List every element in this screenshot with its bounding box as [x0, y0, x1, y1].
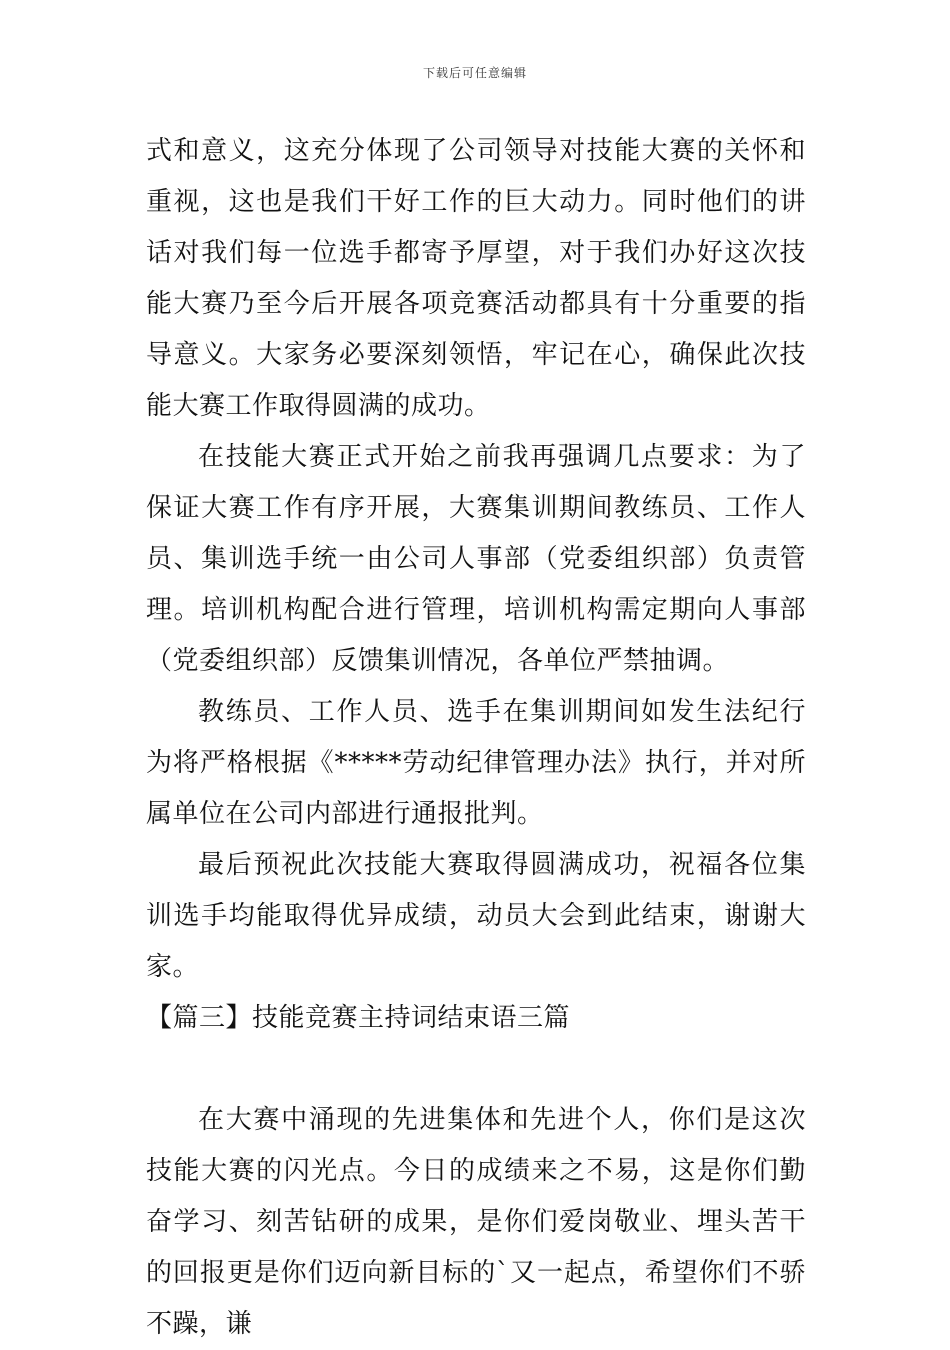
paragraph-closing-wishes: 最后预祝此次技能大赛取得圆满成功，祝福各位集训选手均能取得优异成绩，动员大会到此结束，谢谢大家。	[146, 850, 806, 982]
page-header-note: 下载后可任意编辑	[422, 66, 527, 80]
document-body	[146, 126, 806, 1350]
section-title: 【篇三】技能竞赛主持词结束语三篇	[146, 1003, 571, 1033]
paragraph-continuation: 式和意义，这充分体现了公司领导对技能大赛的关怀和重视，这也是我们干好工作的巨大动力。同时他们的讲话对我们每一位选手都寄予厚望，对于我们办好这次技能大赛乃至今后开展各项竞赛活动都具有十分重要的指导意义。大家务必要深刻领悟，牢记在心，确保此次技能大赛工作取得圆满的成功。	[146, 136, 806, 421]
blank-line	[146, 1044, 806, 1095]
paragraph-requirements: 在技能大赛正式开始之前我再强调几点要求：为了保证大赛工作有序开展，大赛集训期间教练员、工作人员、集训选手统一由公司人事部（党委组织部）负责管理。培训机构配合进行管理，培训机构需定期向人事部（党委组织部）反馈集训情况，各单位严禁抽调。	[146, 442, 806, 676]
paragraph-praise: 在大赛中涌现的先进集体和先进个人，你们是这次技能大赛的闪光点。今日的成绩来之不易，这是你们勤奋学习、刻苦钻研的成果，是你们爱岗敬业、埋头苦干的回报更是你们迈向新目标的`又一起点，希望你们不骄不躁，谦	[146, 1105, 806, 1339]
paragraph-discipline: 教练员、工作人员、选手在集训期间如发生法纪行为将严格根据《*****劳动纪律管理办法》执行，并对所属单位在公司内部进行通报批判。	[146, 697, 806, 829]
